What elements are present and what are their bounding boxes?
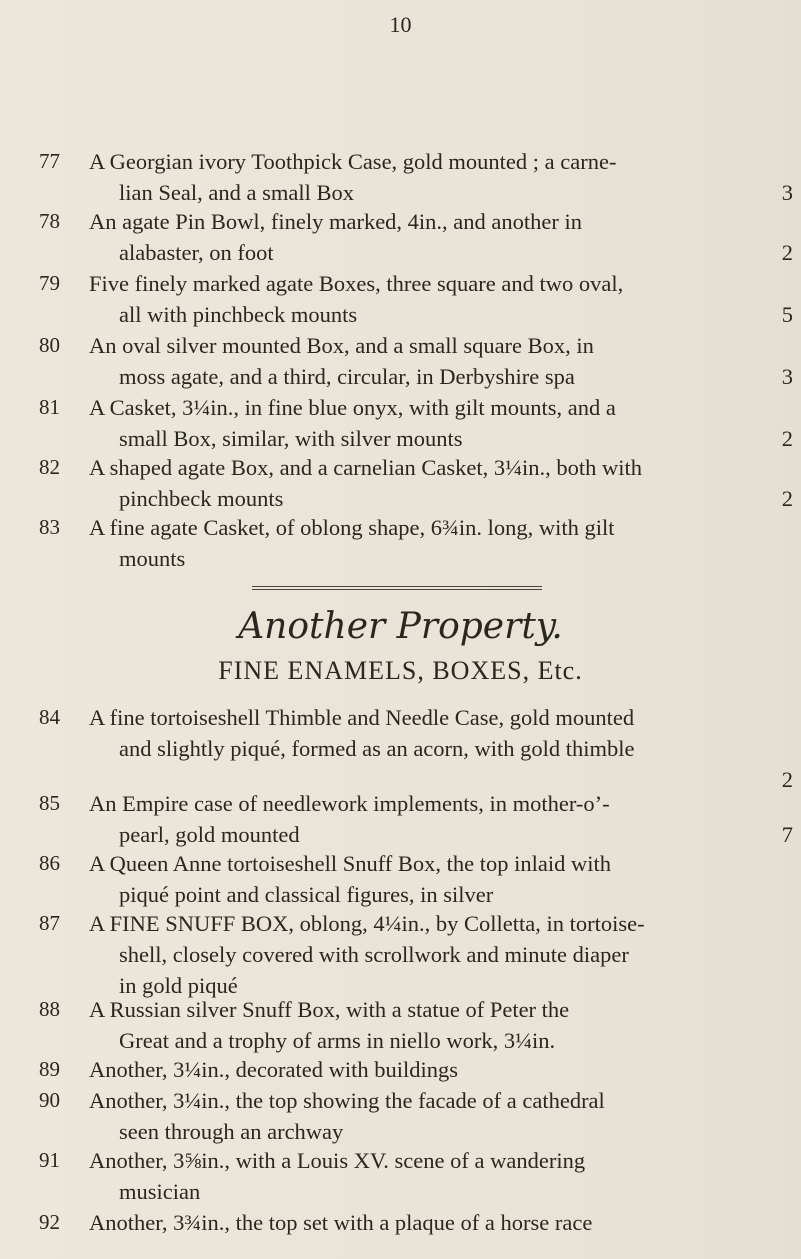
section-title: Another Property.: [238, 606, 563, 647]
lot-description: [89, 994, 789, 1056]
lot-description-line: A Casket, 3¼in., in fine blue onyx, with gilt mounts, and a: [89, 395, 616, 420]
lot-number: 83: [39, 515, 60, 539]
lot-description-line: A Georgian ivory Toothpick Case, gold mounted ; a carne-: [89, 149, 617, 174]
lot-description: [89, 392, 789, 454]
lot-number: 85: [39, 791, 60, 815]
lot-description: [89, 206, 789, 268]
lot-number: 86: [39, 851, 60, 875]
lot-description-line: An oval silver mounted Box, and a small square Box, in: [89, 333, 594, 358]
lot-number: 80: [39, 333, 60, 357]
lot-description: [89, 788, 789, 850]
lot-description: [89, 452, 789, 514]
lot-description-line: A Queen Anne tortoiseshell Snuff Box, the top inlaid with: [89, 851, 612, 876]
lot-quantity: 5: [781, 302, 793, 327]
lot-quantity: 3: [781, 180, 793, 205]
lot-description-line: pearl, gold mounted: [119, 822, 300, 847]
lot-quantity: 2: [781, 240, 793, 265]
lot-quantity: 7: [781, 822, 793, 847]
lot-description: [89, 1207, 789, 1238]
page-number: 10: [389, 12, 412, 37]
lot-description: [89, 848, 789, 910]
lot-quantity: 2: [781, 486, 793, 511]
lot-description: [89, 1145, 789, 1207]
lot-description: [89, 908, 789, 1001]
lot-description-line: and slightly piqué, formed as an acorn, with gold thimble: [119, 736, 635, 761]
lot-description-line: moss agate, and a third, circular, in Derbyshire spa: [119, 364, 575, 389]
section-divider: [252, 586, 542, 590]
lot-description-line: An Empire case of needlework implements, in mother-o’-: [89, 791, 610, 816]
lot-number: 81: [39, 395, 60, 419]
lot-description: [89, 702, 789, 764]
lot-description-line: Great and a trophy of arms in niello work, 3¼in.: [119, 1028, 556, 1053]
lot-description-line: in gold piqué: [119, 973, 238, 998]
lot-number: 78: [39, 209, 60, 233]
lot-description: [89, 1085, 789, 1147]
lot-number: 84: [39, 705, 60, 729]
lot-description-line: Another, 3¼in., decorated with buildings: [89, 1057, 459, 1082]
lot-description-line: Another, 3⅝in., with a Louis XV. scene of a wandering: [89, 1148, 586, 1173]
lot-description-line: Another, 3¼in., the top showing the facade of a cathedral: [89, 1088, 605, 1113]
lot-description-line: musician: [119, 1179, 201, 1204]
lot-quantity: 2: [781, 426, 793, 451]
section-subtitle: FINE ENAMELS, BOXES, Etc.: [218, 656, 583, 685]
lot-description: [89, 512, 789, 574]
lot-description-line: A shaped agate Box, and a carnelian Casket, 3¼in., both with: [89, 455, 642, 480]
lot-description-line: all with pinchbeck mounts: [119, 302, 358, 327]
lot-number: 87: [39, 911, 60, 935]
lot-quantity: 2: [781, 767, 793, 792]
lot-description-line: mounts: [119, 546, 186, 571]
lot-description-line: lian Seal, and a small Box: [119, 180, 354, 205]
lot-number: 91: [39, 1148, 60, 1172]
lot-description: [89, 146, 789, 208]
lot-description: [89, 1054, 789, 1085]
lot-description-line: piqué point and classical figures, in silver: [119, 882, 494, 907]
lot-quantity: 3: [781, 364, 793, 389]
lot-description-line: pinchbeck mounts: [119, 486, 284, 511]
lot-description-line: Another, 3¾in., the top set with a plaque of a horse race: [89, 1210, 593, 1235]
lot-description: [89, 330, 789, 392]
lot-number: 88: [39, 997, 60, 1021]
lot-description: [89, 268, 789, 330]
lot-description-line: A FINE SNUFF BOX, oblong, 4¼in., by Colletta, in tortoise-: [89, 911, 645, 936]
lot-description-line: seen through an archway: [119, 1119, 344, 1144]
lot-description-line: Five finely marked agate Boxes, three square and two oval,: [89, 271, 624, 296]
lot-number: 82: [39, 455, 60, 479]
lot-number: 77: [39, 149, 60, 173]
lot-number: 92: [39, 1210, 60, 1234]
lot-description-line: A Russian silver Snuff Box, with a statue of Peter the: [89, 997, 570, 1022]
lot-description-line: alabaster, on foot: [119, 240, 274, 265]
lot-description-line: shell, closely covered with scrollwork and minute diaper: [119, 942, 629, 967]
lot-number: 89: [39, 1057, 60, 1081]
lot-description-line: A fine tortoiseshell Thimble and Needle Case, gold mounted: [89, 705, 635, 730]
lot-description-line: A fine agate Casket, of oblong shape, 6¾in. long, with gilt: [89, 515, 615, 540]
lot-description-line: An agate Pin Bowl, finely marked, 4in., and another in: [89, 209, 583, 234]
lot-description-line: small Box, similar, with silver mounts: [119, 426, 463, 451]
lot-number: 90: [39, 1088, 60, 1112]
lot-number: 79: [39, 271, 60, 295]
